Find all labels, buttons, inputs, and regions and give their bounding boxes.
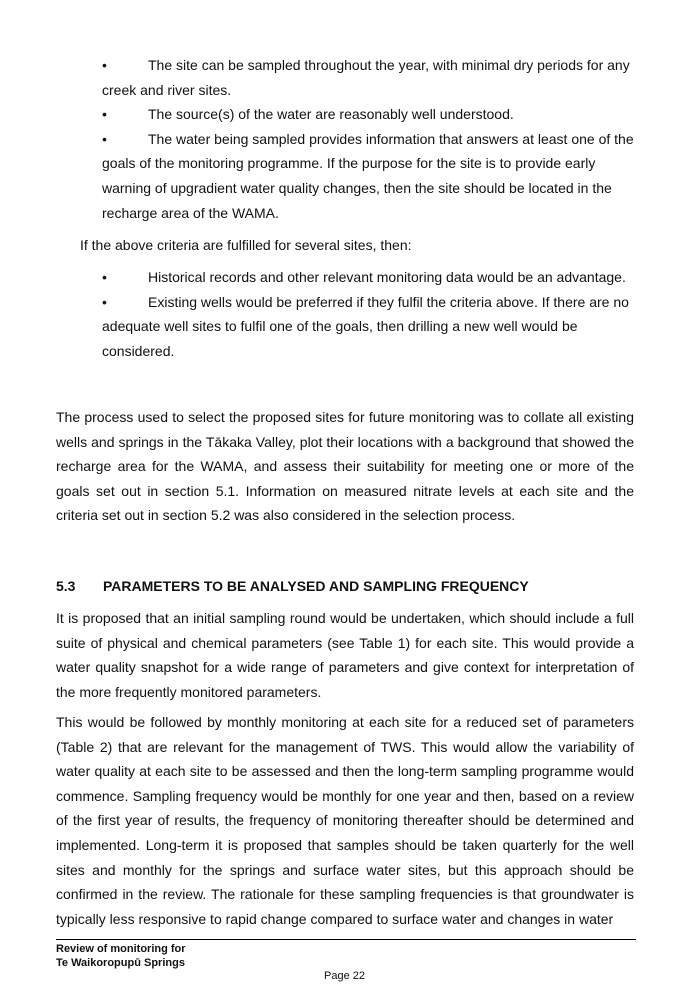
criteria-bullet-list [102,53,642,225]
site-selection-paragraph: The process used to select the proposed sites for future monitoring was to collate all existing wells and springs in the Tākaka Valley, plot their locations with a background that showed the recharge area for the WAMA, and assess their suitability for meeting one or more of the goals set out in section 5.1. Information on measured nitrate levels at each site and the criteria set out in section 5.2 was also considered in the selection process. [56,409,634,524]
section-heading [56,574,529,598]
footer-title-line2: Te Waikoropupū Springs [56,957,185,969]
criteria-intro-text: If the above criteria are fulfilled for several sites, then: [80,237,412,253]
section-title: PARAMETERS TO BE ANALYSED AND SAMPLING FREQUENCY [103,578,529,594]
monthly-monitoring-paragraph: This would be followed by monthly monitoring at each site for a reduced set of parameters (Table 2) that are relevant for the management of TWS. This would allow the variability of water quality at each site to be assessed and then the long-term sampling programme would commence. Sampling frequency would be monthly for one year and then, based on a review of the first year of results, the frequency of monitoring thereafter should be determined and implemented. Long-term it is proposed that samples should be taken quarterly for the well sites and monthly for the springs and surface water sites, but this approach should be confirmed in the review. The rationale for these sampling frequencies is that groundwater is typically less responsive to rapid change compared to surface water and changes in water [56,714,634,927]
page-number: Page 22 [324,970,365,982]
bullet-dot: • [102,106,107,123]
bullet-dot: • [102,57,107,73]
bullet-dot: • [102,293,107,310]
footer-divider [56,939,636,940]
footer-document-title [56,942,186,970]
bullet-dot: • [102,130,107,147]
additional-bullet-list [102,265,642,363]
section-number: 5.3 [56,578,76,594]
footer-title-line1: Review of monitoring for [56,943,186,955]
bullet-text: The source(s) of the water are reasonably well understood. [148,106,514,123]
bullet-item [102,290,642,364]
bullet-text: Historical records and other relevant monitoring data would be an advantage. [148,269,626,285]
bullet-text: The site can be sampled throughout the year, with minimal dry periods for any creek and river sites. [102,57,630,98]
initial-sampling-paragraph: It is proposed that an initial sampling round would be undertaken, which should include a full suite of physical and chemical parameters (see Table 1) for each site. This would provide a water quality snapshot for a wide range of parameters and give context for interpretation of the more frequently monitored parameters. [56,610,634,700]
bullet-item [102,53,642,102]
bullet-item [102,102,642,127]
bullet-item [102,127,642,225]
bullet-dot: • [102,269,107,285]
bullet-text: Existing wells would be preferred if they fulfil the criteria above. If there are no adequate well sites to fulfil one of the goals, then drilling a new well would be considered. [102,293,629,359]
bullet-item [102,265,642,290]
bullet-text: The water being sampled provides information that answers at least one of the goals of the monitoring programme. If the purpose for the site is to provide early warning of upgradient water quality changes, then the site should be located in the recharge area of the WAMA. [102,130,634,221]
